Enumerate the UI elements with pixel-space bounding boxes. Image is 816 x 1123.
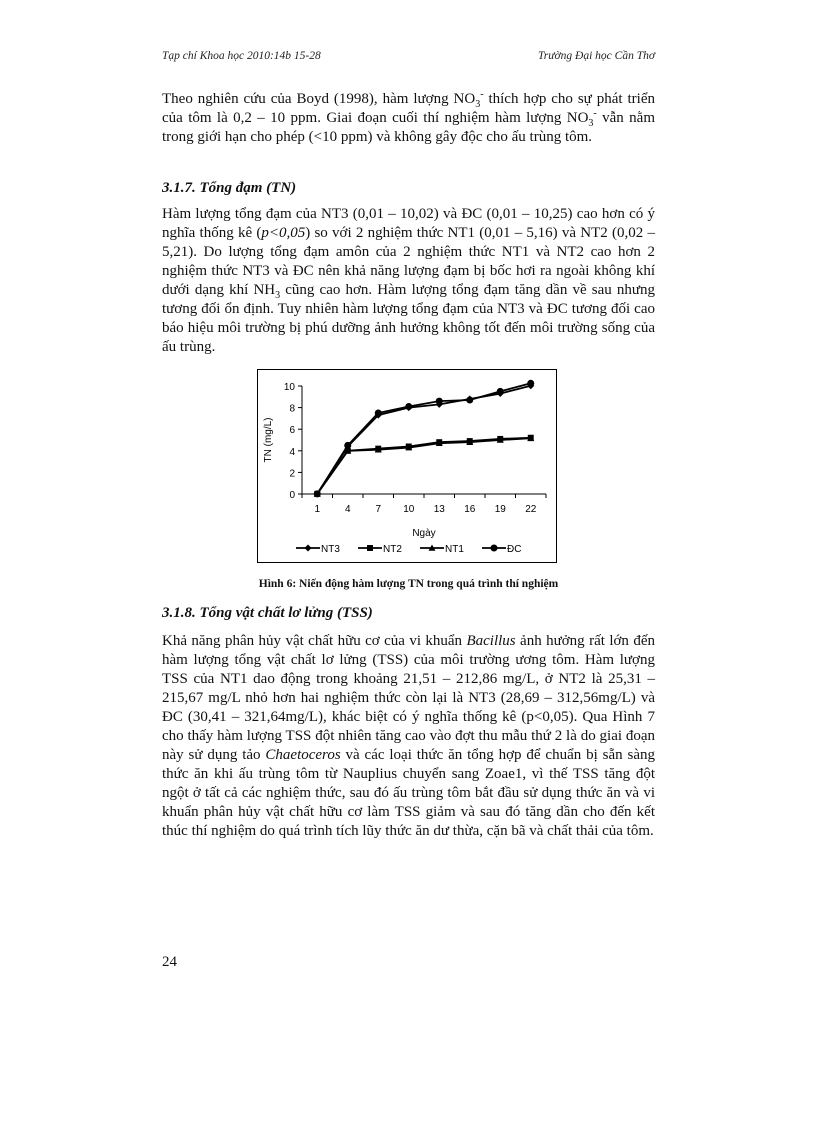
y-tick-label: 0 [289, 490, 295, 501]
y-tick-label: 6 [289, 425, 295, 437]
y-tick-label: 4 [289, 446, 295, 458]
legend-nt2-label: NT2 [383, 544, 402, 555]
page-number: 24 [162, 954, 177, 970]
section-heading-tn: 3.1.7. Tổng đạm (TN) [162, 180, 297, 196]
legend-nt1-label: NT1 [445, 544, 464, 555]
series-đc-point [344, 442, 351, 449]
series-đc-point [405, 403, 412, 410]
y-tick-label: 10 [283, 382, 295, 393]
x-tick-label: 19 [494, 504, 506, 515]
tn-chart [257, 369, 557, 563]
institution-name: Trường Đại học Cần Thơ [538, 50, 655, 62]
series-đc-point [436, 398, 443, 405]
series-đc-point [314, 490, 321, 497]
legend-nt3-marker [305, 545, 312, 552]
series-đc-point [497, 388, 504, 395]
x-tick-label: 22 [525, 504, 537, 515]
x-axis-label: Ngày [412, 528, 436, 539]
x-tick-label: 13 [433, 504, 445, 515]
paragraph-tss: Khả năng phân hủy vật chất hữu cơ của vi khuẩn Bacillus ảnh hưởng rất lớn đến hàm lượng tổng vật chất lơ lửng (TSS) của môi trường ương tôm. Hàm lượng TSS của NT1 dao động trong khoảng 21,51 – 212,86 mg/L, ở NT2 là 25,31 – 215,67 mg/L nhỏ hơn hai nghiệm thức còn lại là NT3 (28,69 – 312,56mg/L) và ĐC (30,41 – 321,64mg/L), khác biệt có ý nghĩa thống kê (p<0,05). Qua Hình 7 cho thấy hàm lượng TSS đột nhiên tăng cao vào đợt thu mẫu thứ 2 là do giai đoạn này sử dụng tảo Chaetoceros và các loại thức ăn tổng hợp để chuẩn bị sẵn sàng thức ăn khi ấu trùng tôm từ Nauplius chuyển sang Zoae1, vì thế TSS tăng đột ngột ở tất cả các nghiệm thức, sau đó ấu trùng tôm bắt đầu sử dụng thức ăn và vi khuẩn phân hủy vật chất hữu cơ làm TSS giảm và sau đó tăng dần cho đến kết thúc thí nghiệm do quá trình tích lũy thức ăn dư thừa, cặn bã và chất thải của tôm. [162, 633, 655, 839]
series-đc-point [375, 410, 382, 417]
figure-caption: Hình 6: Niến động hàm lượng TN trong quá trình thí nghiệm [258, 578, 559, 590]
x-tick-label: 10 [403, 504, 415, 515]
series-đc-point [527, 380, 534, 387]
legend-nt2-marker [367, 545, 373, 551]
section-heading-tss: 3.1.8. Tổng vật chất lơ lửng (TSS) [162, 605, 373, 621]
legend-đc-marker [491, 545, 498, 552]
x-tick-label: 4 [344, 504, 351, 515]
legend-đc-label: ĐC [507, 544, 522, 555]
series-đc-point [466, 397, 473, 404]
paragraph-tn: Hàm lượng tổng đạm của NT3 (0,01 – 10,02) và ĐC (0,01 – 10,25) cao hơn có ý nghĩa thống kê (p<0,05) so với 2 nghiệm thức NT1 (0,01 – 5,16) và NT2 (0,02 – 5,21). Do lượng tổng đạm amôn của 2 nghiệm thức NT1 và NT2 cao hơn 2 nghiệm thức NT3 và ĐC nên khả năng lượng đạm bị bốc hơi ra ngoài không khí dưới dạng khí $NH_3$ cũng cao hơn. Hàm lượng tổng đạm tăng dần về sau nhưng tương đối ổn định. Tuy nhiên hàm lượng tổng đạm của NT3 và ĐC tương đối cao báo hiệu môi trường bị phú dưỡng ảnh hưởng không tốt đến môi trường sống của ấu trùng. [162, 206, 655, 355]
running-header [162, 50, 655, 66]
x-tick-label: 1 [314, 504, 321, 515]
y-tick-label: 2 [289, 468, 295, 480]
y-axis-label: TN (mg/L) [263, 417, 274, 463]
legend-nt3-label: NT3 [321, 544, 340, 555]
tn-chart-svg [258, 370, 556, 562]
paragraph-nitrate: Theo nghiên cứu của Boyd (1998), hàm lượng $NO_3^-$ thích hợp cho sự phát triển của tôm là 0,2 – 10 ppm. Giai đoạn cuối thí nghiệm hàm lượng $NO_3^-$ vẫn nằm trong giới hạn cho phép (<10 ppm) và không gây độc cho ấu trùng tôm. [162, 89, 656, 145]
y-tick-label: 8 [289, 403, 295, 415]
journal-name: Tạp chí Khoa học 2010:14b 15-28 [162, 50, 321, 62]
x-tick-label: 16 [464, 504, 476, 515]
x-tick-label: 7 [375, 504, 382, 515]
